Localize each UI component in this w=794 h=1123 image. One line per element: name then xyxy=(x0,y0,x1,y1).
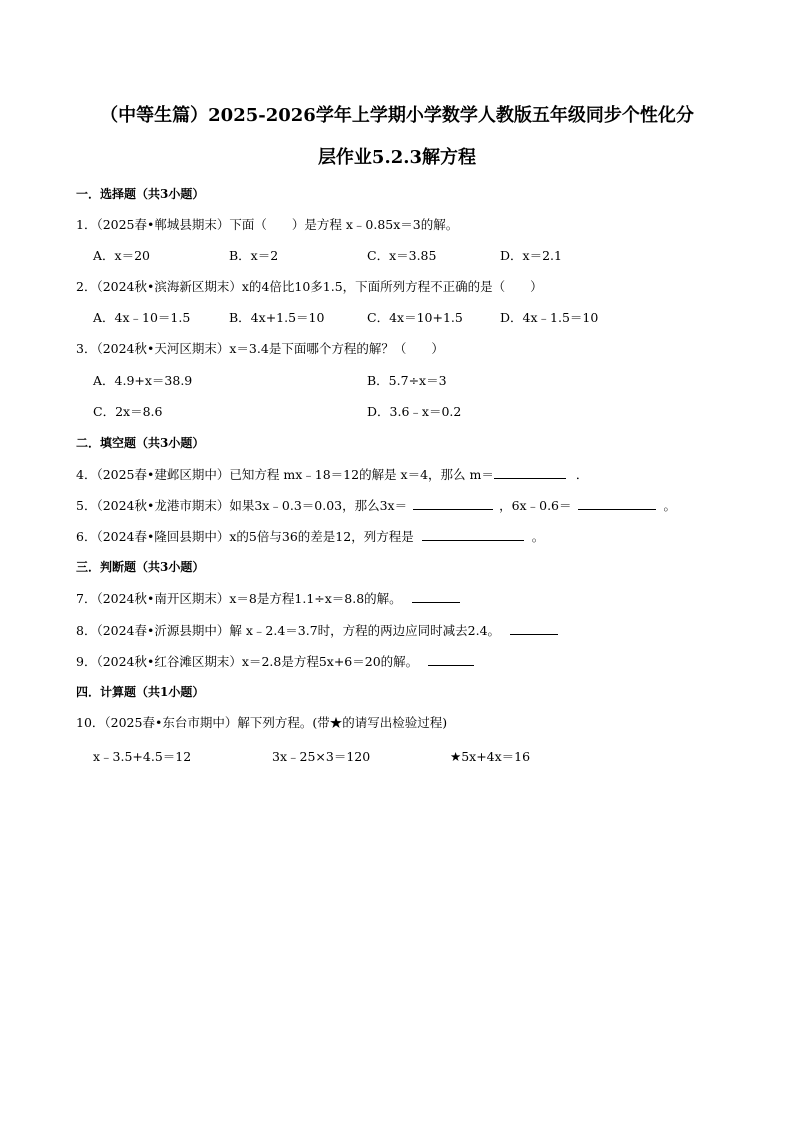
question-6-end: 。 xyxy=(531,529,545,544)
question-4 xyxy=(76,466,588,483)
question-2-option-d[interactable]: D．4x﹣1.5＝10 xyxy=(500,310,599,325)
question-10-equation-2: 3x﹣25×3＝120 xyxy=(272,749,371,764)
question-9-answer-blank[interactable] xyxy=(428,653,474,666)
question-3-stem: 3．（2024秋•天河区期末）x＝3.4是下面哪个方程的解？（ ） xyxy=(76,341,444,356)
question-9 xyxy=(76,653,474,670)
section-calc-heading: 四．计算题（共1小题） xyxy=(76,685,205,699)
question-5-middle-text: ，6x﹣0.6＝ xyxy=(499,498,572,513)
section-judge-heading: 三．判断题（共3小题） xyxy=(76,560,205,574)
question-1-option-b[interactable]: B．x＝2 xyxy=(229,248,279,263)
question-8-text: 8．（2024春•沂源县期中）解 x﹣2.4＝3.7时，方程的两边应同时减去2.4。 xyxy=(76,623,501,638)
question-2-option-c[interactable]: C．4x＝10+1.5 xyxy=(367,310,463,325)
question-1-option-c[interactable]: C．x＝3.85 xyxy=(367,248,437,263)
question-5-end: 。 xyxy=(663,498,677,513)
question-1-option-d[interactable]: D．x＝2.1 xyxy=(500,248,562,263)
question-5 xyxy=(76,497,676,514)
question-3-option-c[interactable]: C．2x＝8.6 xyxy=(93,404,163,419)
question-7-text: 7．（2024秋•南开区期末）x＝8是方程1.1÷x＝8.8的解。 xyxy=(76,591,402,606)
question-8-answer-blank[interactable] xyxy=(510,622,558,635)
question-6 xyxy=(76,528,544,545)
question-7-answer-blank[interactable] xyxy=(412,590,460,603)
question-8 xyxy=(76,622,558,639)
question-10-equation-3: ★5x+4x＝16 xyxy=(450,749,531,764)
section-fill-heading: 二．填空题（共3小题） xyxy=(76,436,205,450)
question-4-answer-blank[interactable] xyxy=(494,466,566,479)
question-1-option-a[interactable]: A．x＝20 xyxy=(93,248,150,263)
question-2-option-a[interactable]: A．4x﹣10＝1.5 xyxy=(93,310,191,325)
question-2-stem: 2．（2024秋•滨海新区期末）x的4倍比10多1.5，下面所列方程不正确的是（ ） xyxy=(76,279,543,294)
question-5-answer-blank-1[interactable] xyxy=(413,497,493,510)
question-2-option-b[interactable]: B．4x+1.5＝10 xyxy=(229,310,325,325)
page-title-line-1: （中等生篇）2025-2026学年上学期小学数学人教版五年级同步个性化分 xyxy=(100,105,694,126)
section-choice-heading: 一．选择题（共3小题） xyxy=(76,187,205,201)
question-10-equation-1: x﹣3.5+4.5＝12 xyxy=(93,749,192,764)
question-3-option-d[interactable]: D．3.6﹣x＝0.2 xyxy=(367,404,462,419)
question-6-answer-blank[interactable] xyxy=(422,528,524,541)
question-6-text: 6．（2024春•隆回县期中）x的5倍与36的差是12，列方程是 xyxy=(76,529,414,544)
question-4-end: ． xyxy=(575,467,589,482)
question-5-text: 5．（2024秋•龙港市期末）如果3x﹣0.3＝0.03，那么3x＝ xyxy=(76,498,408,513)
question-1-stem: 1．（2025春•郸城县期末）下面（ ）是方程 x﹣0.85x＝3的解。 xyxy=(76,217,459,232)
question-10-stem: 10．（2025春•东台市期中）解下列方程。(带★的请写出检验过程) xyxy=(76,715,448,730)
question-3-option-a[interactable]: A．4.9+x＝38.9 xyxy=(93,373,193,388)
question-7 xyxy=(76,590,460,607)
question-5-answer-blank-2[interactable] xyxy=(578,497,656,510)
page-title-line-2: 层作业5.2.3解方程 xyxy=(317,147,477,168)
question-3-option-b[interactable]: B．5.7÷x＝3 xyxy=(367,373,447,388)
question-9-text: 9．（2024秋•红谷滩区期末）x＝2.8是方程5x+6＝20的解。 xyxy=(76,654,419,669)
question-4-text: 4．（2025春•建邺区期中）已知方程 mx﹣18＝12的解是 x＝4，那么 m＝ xyxy=(76,467,494,482)
